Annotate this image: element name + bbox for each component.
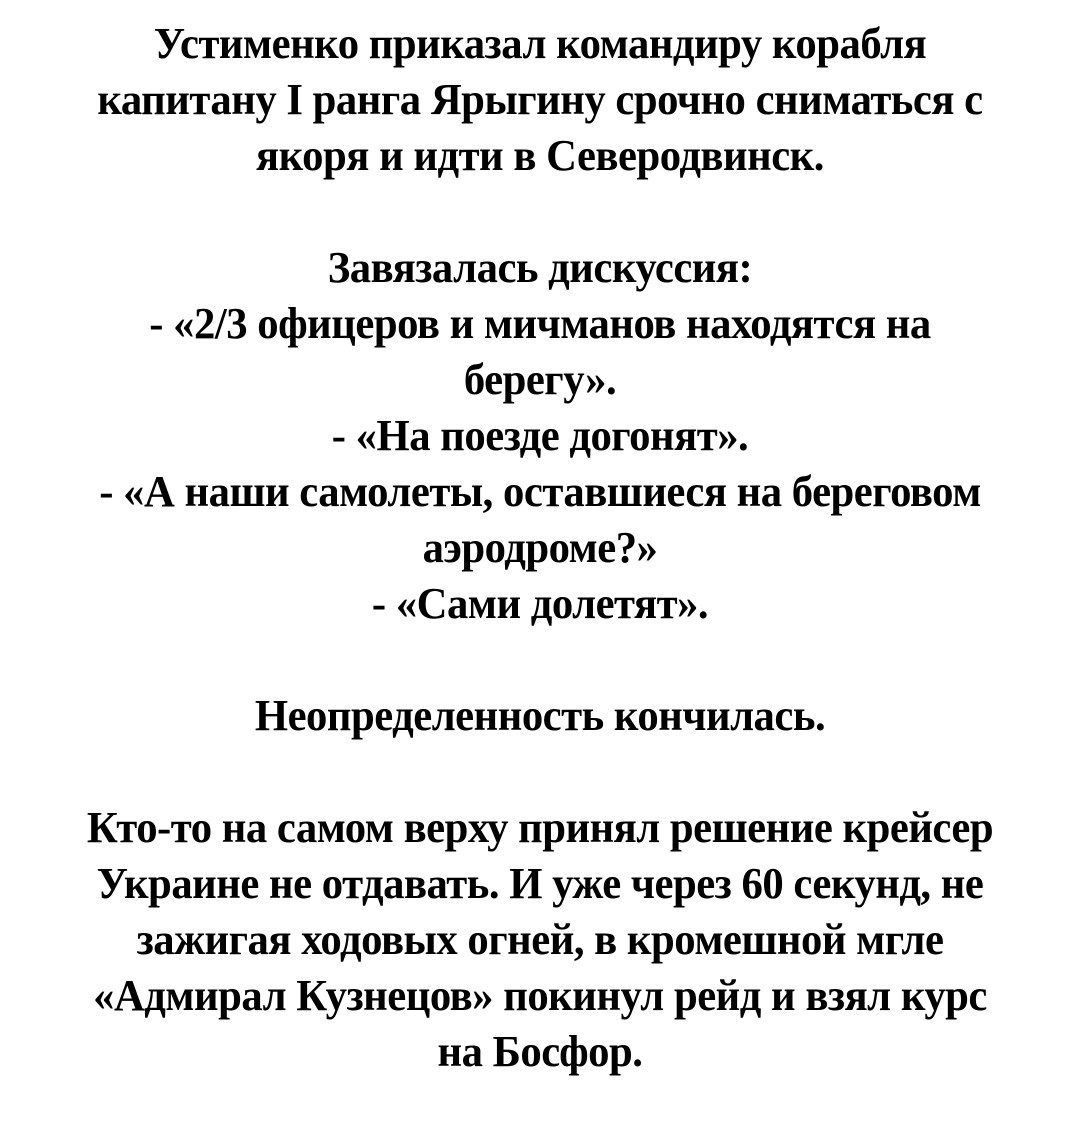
text-line: Завязалась дискуссия: [327, 243, 753, 292]
paragraph-discussion [26, 240, 1054, 632]
text-line: на Босфор. [437, 1027, 643, 1076]
text-line: «Адмирал Кузнецов» покинул рейд и взял курс [93, 971, 987, 1020]
paragraph-order [26, 16, 1054, 184]
text-line: - «Сами долетят». [371, 579, 709, 628]
text-line: Украине не отдавать. И уже через 60 секунд, не [96, 859, 984, 908]
text-line: берегу». [463, 355, 617, 404]
story-text [16, 0, 1064, 1080]
text-line: - «А наши самолеты, оставшиеся на береговом [99, 467, 981, 516]
text-line: капитану I ранга Ярыгину срочно сниматься с [97, 75, 983, 124]
text-line: якоря и идти в Северодвинск. [256, 131, 824, 180]
text-line: Кто-то на самом верху принял решение крейсер [86, 803, 994, 852]
text-line: - «2/3 офицеров и мичманов находятся на [149, 299, 931, 348]
text-line: Неопределенность кончилась. [254, 691, 826, 740]
paragraph-decision [26, 800, 1054, 1080]
text-line: аэродроме?» [422, 523, 658, 572]
text-line: - «На поезде догонят». [331, 411, 749, 460]
text-line: зажигая ходовых огней, в кромешной мгле [136, 915, 944, 964]
paragraph-uncertainty [26, 688, 1054, 744]
text-line: Устименко приказал командиру корабля [153, 19, 927, 68]
